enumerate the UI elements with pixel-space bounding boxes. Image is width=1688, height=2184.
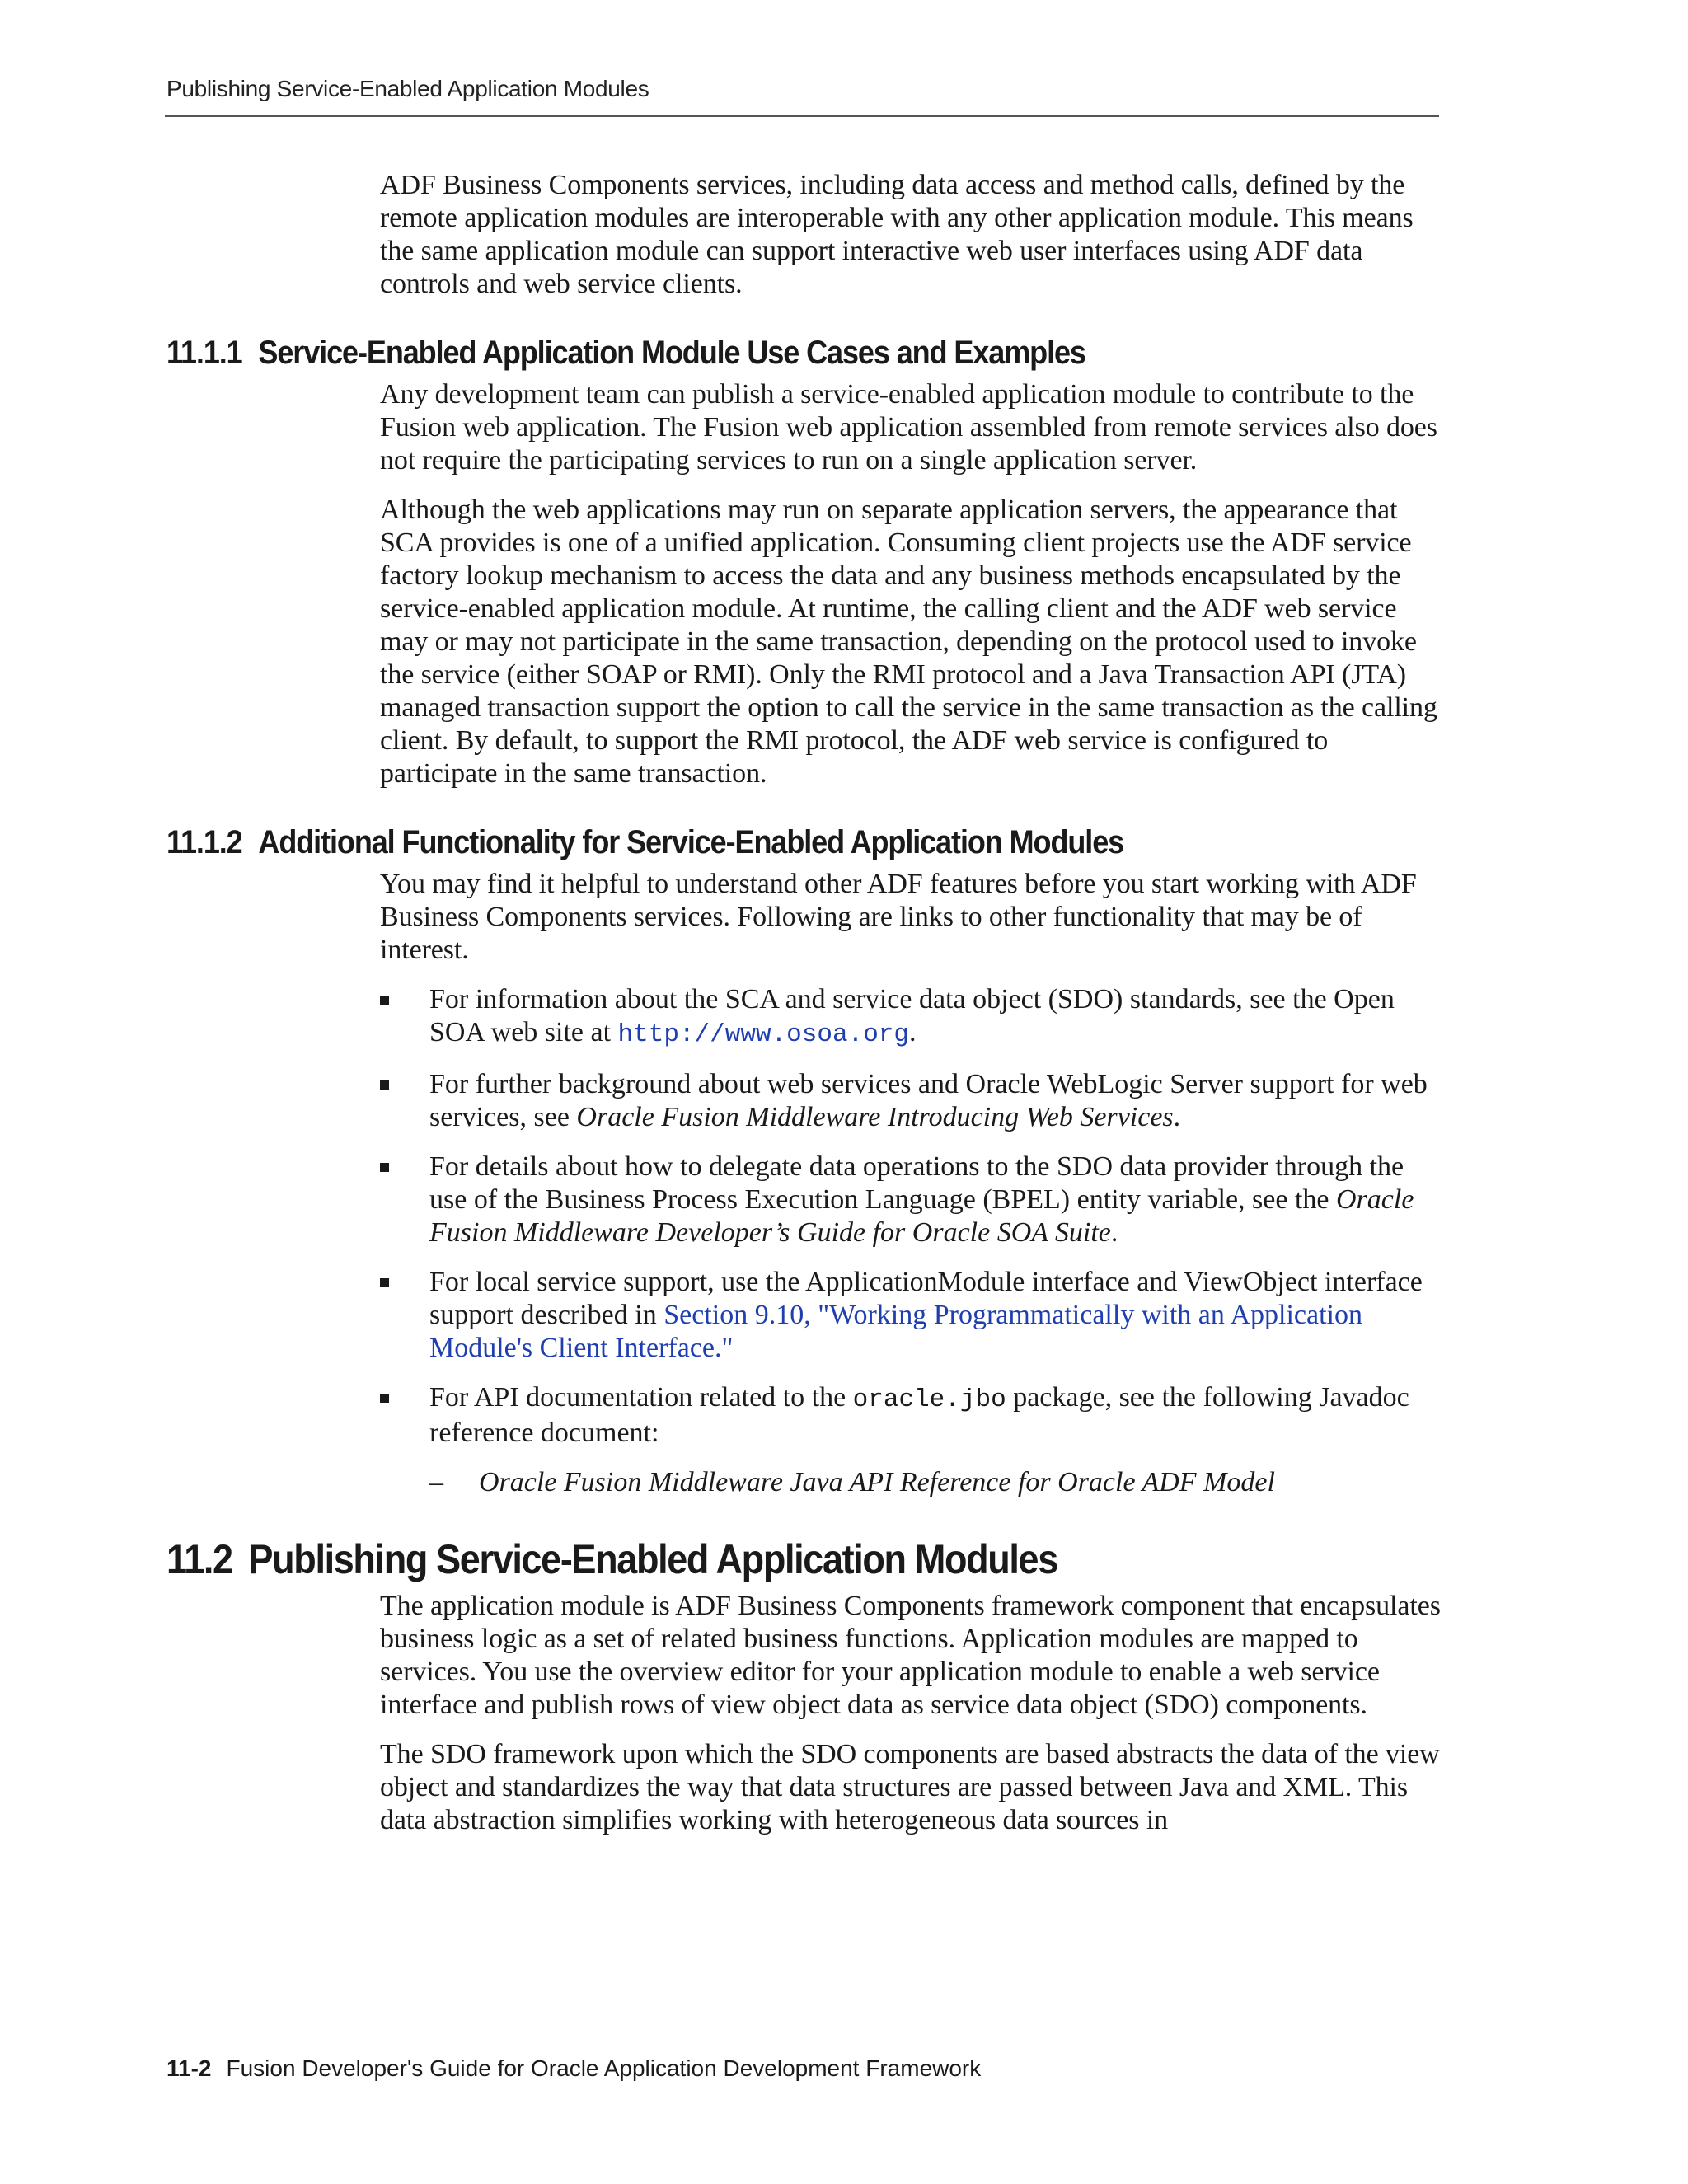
list-item-text: . [1110,1217,1118,1248]
paragraph: Any development team can publish a service-enabled application module to contribute to the Fusion web application. The Fusion web application assembled from remote services also does not require the participating services to run on a single application server. [380,379,1437,476]
section-11-1-2-body [380,868,1443,1499]
square-bullet-icon [380,1163,389,1172]
list-item-text: package, see the following Javadoc reference document: [429,1382,1409,1448]
dash-bullet: – [429,1467,443,1497]
page-content [0,169,1688,1854]
list-item-text: For information about the SCA and service data object (SDO) standards, see the Open SOA web site at [429,984,1395,1047]
sub-list [429,1466,1443,1499]
paragraph: The application module is ADF Business Components framework component that encapsulates business logic as a set of related business functions. Application modules are mapped to services. You use the overview editor for your application module to enable a web service interface and publish rows of view object data as service data object (SDO) components. [380,1591,1441,1720]
section-heading-11-1-1 [166,334,1536,372]
sub-list-item [429,1466,1443,1499]
section-number: 11.1.2 [166,824,242,860]
page-footer [166,2055,981,2082]
page-number: 11-2 [166,2055,212,2081]
section-number: 11.2 [166,1536,232,1582]
list-item [380,1151,1443,1249]
osoa-link[interactable]: http://www.osoa.org [617,1020,910,1049]
list-item-text: . [909,1017,917,1047]
section-heading-11-2 [166,1535,1536,1583]
paragraph: The SDO framework upon which the SDO components are based abstracts the data of the view object and standardizes the way that data structures are passed between Java and XML. This data abstraction simplifies working with heterogeneous data sources in [380,1739,1440,1835]
square-bullet-icon [380,1278,389,1287]
section-title: Publishing Service-Enabled Application Modules [248,1536,1057,1582]
list-item [380,1068,1443,1134]
book-title: Oracle Fusion Middleware Introducing Web Services [576,1102,1174,1132]
paragraph: Although the web applications may run on separate application servers, the appearance that SCA provides is one of a unified application. Consuming client projects use the ADF service factory lookup mechanism to access the data and any business methods encapsulated by the service-enabled application module. At runtime, the calling client and the ADF web service may or may not participate in the same transaction, depending on the protocol used to invoke the service (either SOAP or RMI). Only the RMI protocol and a Java Transaction API (JTA) managed transaction support the option to call the service in the same transaction as the calling client. By default, to support the RMI protocol, the ADF web service is configured to participate in the same transaction. [380,494,1437,789]
list-item-text: For API documentation related to the [429,1382,853,1413]
square-bullet-icon [380,996,389,1005]
list-item-text: For local service support, use the ApplicationModule interface and ViewObject interface support described in [429,1267,1423,1330]
bullet-list [380,983,1443,1499]
section-heading-11-1-2 [166,823,1536,861]
section-number: 11.1.1 [166,335,242,371]
list-item [380,1266,1443,1365]
header-rule [165,115,1439,117]
list-item-text: For further background about web services and Oracle WebLogic Server support for web services, see [429,1069,1428,1132]
book-title-footer: Fusion Developer's Guide for Oracle Application Development Framework [226,2055,982,2081]
section-title: Additional Functionality for Service-Enabled Application Modules [258,824,1124,860]
book-title: Oracle Fusion Middleware Java API Reference for Oracle ADF Model [479,1467,1275,1497]
section-title: Service-Enabled Application Module Use Cases and Examples [258,335,1085,371]
book-title: Oracle Fusion Middleware Developer’s Guide for Oracle SOA Suite [429,1184,1414,1248]
square-bullet-icon [380,1394,389,1403]
section-11-2-body [380,1590,1443,1837]
intro-paragraph: ADF Business Components services, including data access and method calls, defined by the remote application modules are interoperable with any other application module. This means the same application module can support interactive web user interfaces using ADF data controls and web service clients. [380,170,1414,299]
list-item-text: For details about how to delegate data operations to the SDO data provider through the use of the Business Process Execution Language (BPEL) entity variable, see the [429,1151,1404,1215]
list-item [380,983,1443,1052]
section-11-1-1-body [380,378,1443,790]
square-bullet-icon [380,1080,389,1090]
list-item [380,1381,1443,1499]
list-item-text: . [1173,1102,1181,1132]
section-9-10-link[interactable]: Section 9.10, "Working Programmatically with an Application Module's Client Interface." [429,1300,1362,1363]
running-header: Publishing Service-Enabled Application Modules [166,76,649,101]
paragraph: You may find it helpful to understand other ADF features before you start working with ADF Business Components services. Following are links to other functionality that may be of interest. [380,869,1417,965]
intro-block [380,169,1443,301]
package-name-code: oracle.jbo [852,1385,1006,1414]
